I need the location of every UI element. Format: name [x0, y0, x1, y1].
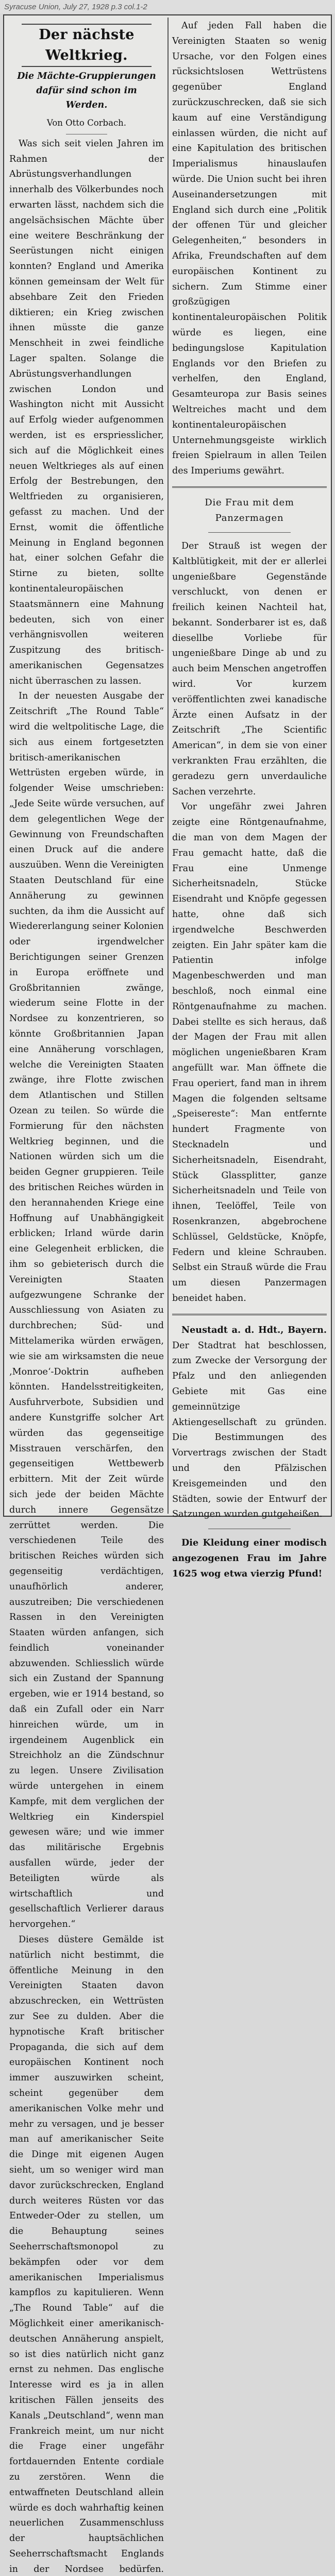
- section-title: Die Frau mit dem Panzermagen: [205, 497, 294, 523]
- section-separator: [172, 1314, 327, 1315]
- title-rule: [208, 532, 291, 533]
- article-subhead: Die Mächte-Gruppierungen dafür sind schon im Werden.: [17, 71, 156, 110]
- article-paragraph: Was sich seit vielen Jahren im Rahmen der Abrüstungsverhandlungen innerhalb des Völkerbundes noch erwarten lässt, nachdem sich die angelsächsischen Mächte über eine weitere Beschränkung der Seerüstungen nicht einigen konnten? England und Amerika können gemeinsam der Welt für absehbare Zeit den Frieden diktieren; ein Krieg zwischen ihnen müsste die ganze Menschheit in zwei feindliche Lager spalten. Solange die Abrüstungsverhandlungen zwischen London und Washington nicht mit Aussicht auf Erfolg wieder aufgenommen werden, ist es erspriesslicher, sich auf die Möglichkeit eines neuen Weltkrieges als auf einen Erfolg der Bestrebungen, den Weltfrieden zu organisieren, gefasst zu machen. Und der Ernst, womit die öffentliche Meinung in England begonnen hat, einer solchen Gefahr die Stirne zu bieten, sollte kontinentaleuropäischen Staatsmännern eine Mahnung bedeuten, sich von einer verhängnisvollen weiteren Zuspitzung des britisch-amerikanischen Gegensatzes nicht überraschen zu lassen.: [9, 138, 164, 686]
- section-paragraph: Der Strauß ist wegen der Kaltblütigkeit, mit der er allerlei ungenießbare Gegenstände verschluckt, von denen er freilich keinen Nachteil hat, bekannt. Sonderbarer ist es, daß diesellbe Vorliebe für ungenießbare Dinge ab und zu auch beim Menschen angetroffen wird. Vor kurzem veröffentlichten zwei kanadische Ärzte einen Aufsatz in der Zeitschrift „The Scientific American“, in dem sie von einer verkrankten Frau erzählten, die geradezu gern unverdauliche Sachen verzehrte.: [172, 540, 327, 797]
- article-paragraph: Auf jeden Fall haben die Vereinigten Staaten so wenig Ursache, vor den Folgen eines rücksichtslosen Wettrüstens gegenüber England zurückzuschrecken, daß sie sich kaum auf eine Verständigung einlassen würden, die nicht auf eine Kapitulation des britischen Imperialismus hinauslaufen würde. Die Union sucht bei ihren Auseinandersetzungen mit England sich durch eine „Politik der offenen Tür und gleicher Gelegenheiten,“ besonders in Afrika, Freundschaften auf dem europäischen Kontinent zu sichern. Zum Stimme einer großzügigen kontinentaleuropäischen Politik würde es liegen, eine bedingungslose Kapitulation Englands vor den Briefen zu verhelfen, den England, Gesamteuropa zur Basis seines Weltreiches macht und dem kontinentaleuropäischen Unternehmungsgeiste wirklich freien Spielraum in allen Teilen des Imperiums gewährt.: [172, 21, 327, 477]
- article-byline: Von Otto Corbach.: [9, 115, 164, 134]
- notice-text: Die Kleidung einer modisch angezogenen Frau im Jahre 1625 wog etwa vierzig Pfund!: [172, 1537, 327, 1579]
- notice-lead: Neustadt a. d. Hdt., Bayern.: [181, 1324, 327, 1335]
- newspaper-clipping: [3, 14, 332, 2574]
- article-headline: Der nächste Weltkrieg.: [9, 24, 164, 67]
- notice-item: [172, 1535, 327, 1581]
- right-column: [172, 19, 327, 1579]
- notice-text: Der Stadtrat hat beschlossen, zum Zwecke der Versorgung der Pfalz und den anliegenden Gebiete mit Gas eine gemeinnützige Aktiengesellschaft zu gründen. Die Bestimmungen des Vorvertrags zwischen der Stadt und den Pfälzischen Kreisgemeinden und den Städten, sowie der Entwurf der Satzungen wurden gutgeheißen.: [172, 1340, 327, 1520]
- article-paragraph: In der neuesten Ausgabe der Zeitschrift „The Round Table“ wird die weltpolitische Lage, die sich aus einem fortgesetzten britisch-amerikanischen Wettrüsten ergeben würde, in folgender Weise umschrieben: „Jede Seite würde versuchen, auf dem gelegentlichen Wege der Gewinnung von Freundschaften einen Druck auf die andere auszuüben. Wenn die Vereinigten Staaten Deutschland für eine Annäherung zu gewinnen suchten, da ihm die Aussicht auf Wiedererlangung seiner Kolonien oder irgendwelcher Berichtigungen seiner Grenzen in Europa eröffnete und Großbritannien zwänge, wiederum seine Flotte in der Nordsee zu konzentrieren, so könnte Großbritannien Japan eine Annäherung vorschlagen, welche die Vereinigten Staaten zwänge, ihre Flotte zwischen dem Atlantischen und Stillen Ozean zu teilen. So würde die Formierung für den nächsten Weltkrieg beginnen, und die Nationen würden sich um die beiden Gegner gruppieren. Teile des britischen Reiches würden in den herannahenden Kriege eine Hoffnung auf Unabhängigkeit erblicken; Irland würde darin eine Gelegenheit erblicken, die ihm so gebieterisch durch die Vereinigten Staaten aufgezwungene Schranke der Ausschliessung von Asiaten zu durchbrechen; Süd- und Mittelamerika würden erwägen, wie sie am wirksamsten die neue ‚Monroe‘-Doktrin aufheben könnten. Handelsstreitigkeiten, Ausfuhrverbote, Subsidien und andere Kunstgriffe solcher Art würden das gegenseitige Misstrauen verschärfen, den gegenseitigen Wettbewerb erbittern. Mit der Zeit würde sich jede der beiden Mächte durch innere Gegensätze zerrüttet werden. Die verschiedenen Teile des britischen Reiches würden sich gegenseitig verdächtigen, unaufhörlich anderer, auszutreiben; Die verschiedenen Rassen in den Vereinigten Staaten würden anfangen, sich feindlich voneinander abzuwenden. Schliesslich würde sich ein Zustand der Spannung ergeben, wie er 1914 bestand, so daß ein Zufall oder ein Narr hinreichen würde, um in irgendeinem Augenblick ein Streichholz an die Zündschnur zu legen. Unsere Zivilisation würde untergehen in einem Kampfe, mit dem verglichen der Weltkrieg ein Kinderspiel gewesen wäre; und wie immer das militärische Ergebnis ausfallen würde, jeder der Beteiligten würde als wirtschaftlich und gesellschaftlich Verlierer daraus hervorgehen.“: [9, 691, 164, 1930]
- archive-caption: Syracuse Union, July 27, 1928 p.3 col.1-2: [0, 0, 335, 13]
- section-paragraph: Vor ungefähr zwei Jahren zeigte eine Röntgenaufnahme, die man von dem Magen der Frau gemacht hatte, daß die Frau eine Unmenge Sicherheitsnadeln, Stücke Eisendraht und Knöpfe gegessen hatte, ohne daß sich irgendwelche Beschwerden zeigten. Ein Jahr später kam die Patientin infolge Magenbeschwerden und man beschloß, noch einmal eine Röntgenaufnahme zu machen. Dabei stellte es sich heraus, daß der Magen der Frau mit allen möglichen ungenießbaren Kram angefüllt war. Man öffnete die Frau operiert, fand man in ihrem Magen die folgenden seltsame „Speisereste“: Man entfernte hundert Fragmente von Stecknadeln und Sicherheitsnadeln, Eisendraht, Stück Glassplitter, ganze Sicherheitsnadeln und Teile von ihnen, Teelöffel, Teile von Rosenkranzen, abgebrochene Schlüssel, Geldstücke, Knöpfe, Federn und kleine Schrauben. Selbst ein Strauß würde die Frau um diesen Panzermagen beneidet haben.: [172, 802, 327, 1303]
- column-divider: [167, 18, 169, 1514]
- article-paragraph: Dieses düstere Gemälde ist natürlich nicht bestimmt, die öffentliche Meinung in den Vereinigten Staaten davon abzuschrecken, ein Wettrüsten zur See zu dulden. Aber die hypnotische Kraft britischer Propaganda, die sich auf dem europäischen Kontinent noch immer auszuwirken scheint, scheint gegenüber dem amerikanischen Volke mehr und mehr zu versagen, und je besser man auf amerikanischer Seite die Dinge mit eigenen Augen sieht, um so weniger wird man davor zurückschrecken, England durch weiteres Rüsten vor das Entweder-Oder zu stellen, um die Behauptung seines Seeherrschaftsmonopol zu bekämpfen oder vor dem amerikanischen Imperialismus kampflos zu kapitulieren. Wenn „The Round Table“ auf die Möglichkeit einer amerikanisch-deutschen Annäherung anspielt, so ist dies natürlich nicht ganz ernst zu nehmen. Das englische Interesse wird es ja in allen kritischen Fällen jenseits des Kanals „Deutschland“, wenn man Frankreich meint, um nur nicht die Frage einer ungefähr fortdauernden Entente cordiale zu zerstören. Wenn die entwaffneten Deutschland allein würde es doch wahrhaftig keinen neuerlichen Zusammenschluss der hauptsächlichen Seeherrschaftsmacht Englands in der Nordsee bedürfen.: [9, 1935, 164, 2574]
- section-separator: [172, 486, 327, 488]
- left-column: [9, 19, 164, 2574]
- notice-item: [172, 1323, 327, 1522]
